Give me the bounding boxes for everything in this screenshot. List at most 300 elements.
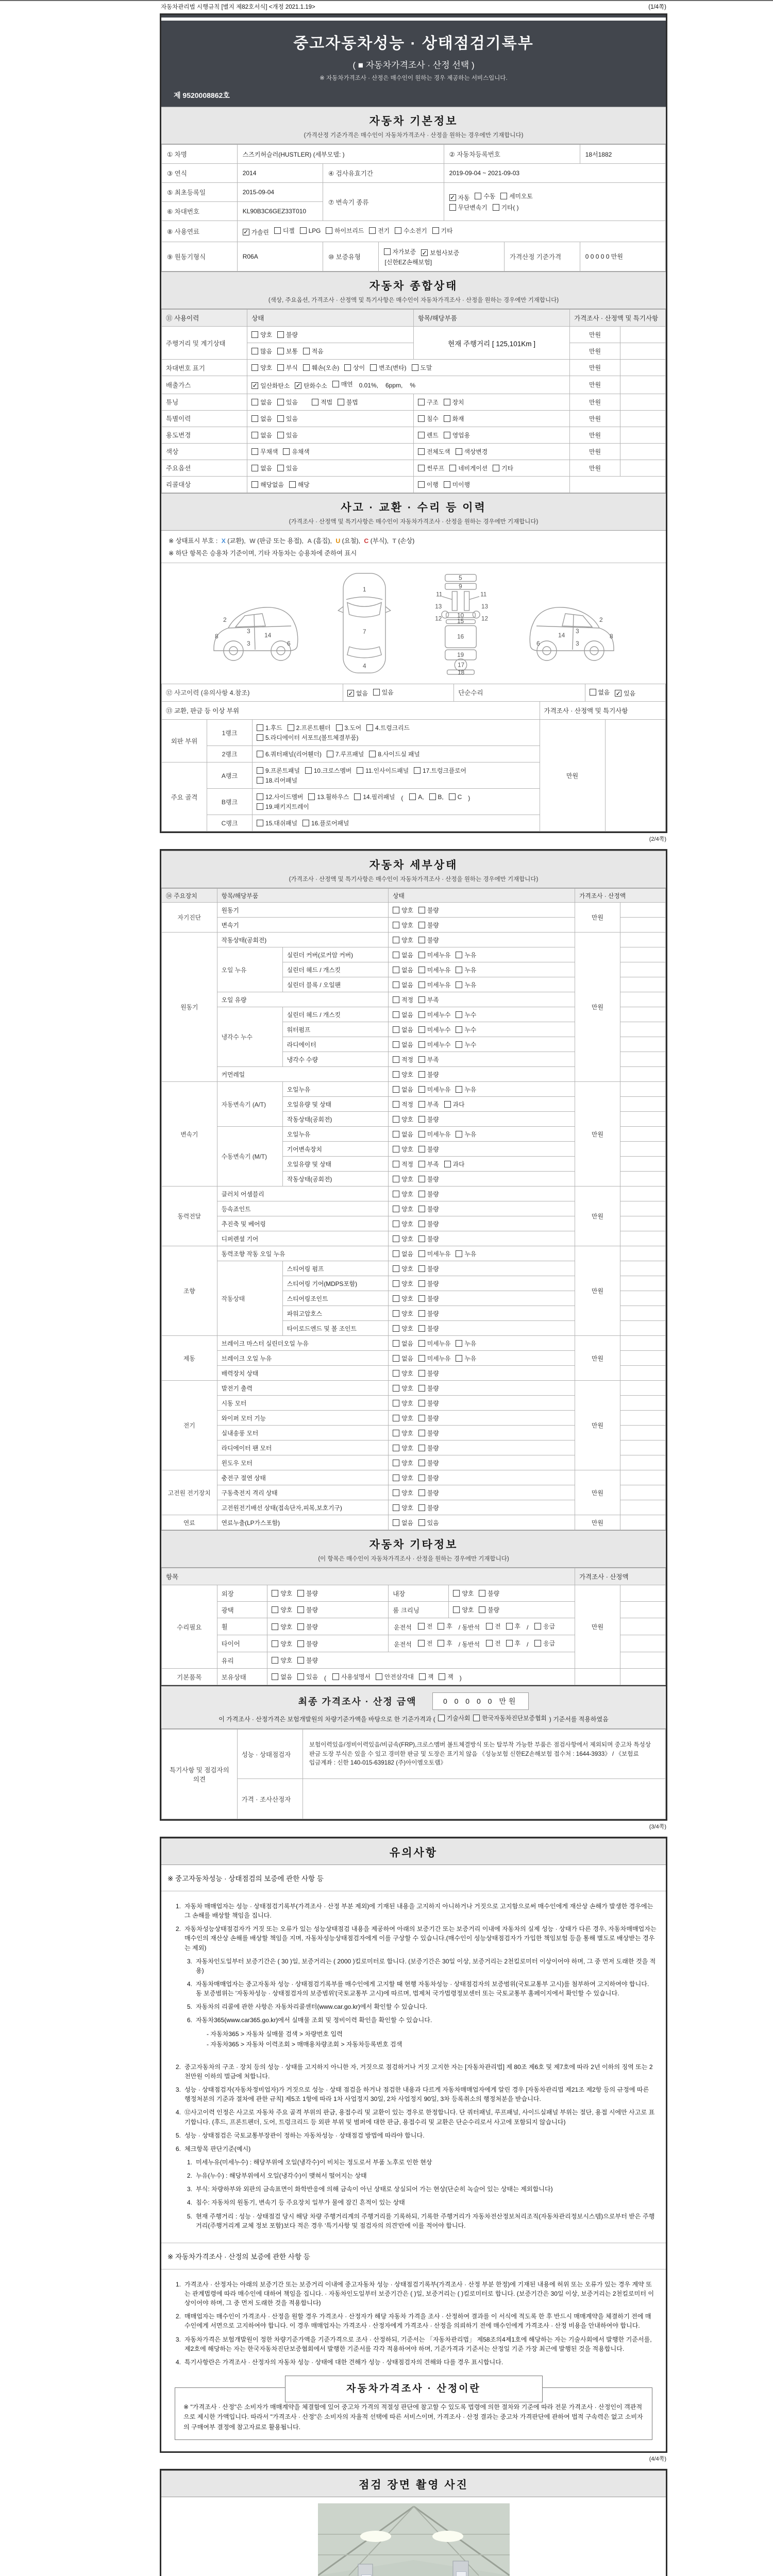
checkbox-unchecked[interactable] <box>418 1324 439 1333</box>
checkbox-label: 없음 <box>401 1340 413 1347</box>
fuel-options[interactable] <box>237 221 665 242</box>
checkbox-unchecked[interactable] <box>418 1459 439 1467</box>
checkbox-unchecked[interactable] <box>257 792 303 801</box>
checkbox-unchecked[interactable] <box>456 447 488 456</box>
checkbox-unchecked[interactable] <box>257 819 297 827</box>
panel-number: 19 <box>457 651 464 658</box>
checkbox-unchecked[interactable] <box>418 1219 439 1228</box>
checkbox-unchecked[interactable] <box>384 247 416 256</box>
checkbox-unchecked[interactable] <box>393 1219 413 1228</box>
checkbox-unchecked[interactable] <box>418 1294 439 1303</box>
checkbox-unchecked[interactable] <box>418 951 451 959</box>
checkbox-label: 불량 <box>427 1429 439 1437</box>
checkbox-unchecked[interactable] <box>534 1639 555 1648</box>
checkbox-cell[interactable] <box>389 933 575 947</box>
checkbox-cell[interactable] <box>389 1515 575 1530</box>
checkbox-unchecked[interactable] <box>257 776 297 785</box>
checkbox-unchecked[interactable] <box>449 203 488 212</box>
checkbox-unchecked[interactable] <box>393 1279 413 1288</box>
checkbox-unchecked[interactable] <box>475 192 495 200</box>
checkbox-unchecked[interactable] <box>393 1503 413 1512</box>
checkbox-unchecked[interactable] <box>393 1070 413 1079</box>
checkbox-cell[interactable] <box>389 1411 575 1426</box>
checkbox-unchecked[interactable] <box>534 1622 555 1631</box>
checkbox-unchecked[interactable] <box>418 431 439 439</box>
transmission-options[interactable] <box>444 183 665 221</box>
checkbox-cell[interactable] <box>389 1500 575 1515</box>
checkbox-cell[interactable] <box>389 1216 575 1231</box>
checkbox-unchecked[interactable] <box>393 1190 413 1198</box>
checkbox-unchecked[interactable] <box>272 1639 292 1648</box>
checkbox-cell[interactable] <box>389 1157 575 1172</box>
checkbox-unchecked[interactable] <box>393 1309 413 1318</box>
checkbox-unchecked[interactable] <box>393 965 413 974</box>
checkbox-unchecked[interactable] <box>344 363 365 372</box>
checkbox-cell[interactable] <box>413 460 569 476</box>
checkbox-unchecked[interactable] <box>479 1605 499 1614</box>
checkbox-unchecked[interactable] <box>393 951 413 959</box>
checkbox-unchecked[interactable] <box>418 398 439 406</box>
checkbox-unchecked[interactable] <box>373 688 394 697</box>
checkbox-cell[interactable] <box>413 410 569 427</box>
checkbox-cell[interactable] <box>389 1201 575 1216</box>
checkbox-unchecked[interactable] <box>288 723 331 732</box>
checkbox-unchecked[interactable] <box>456 1339 476 1348</box>
checkbox-cell[interactable] <box>389 1097 575 1112</box>
checkbox-unchecked[interactable] <box>418 464 444 472</box>
checkbox-unchecked[interactable] <box>444 398 464 406</box>
checkbox-unchecked[interactable] <box>418 1429 439 1437</box>
checkbox-unchecked[interactable] <box>418 1354 451 1363</box>
checkbox-unchecked[interactable] <box>456 1085 476 1094</box>
checkbox-unchecked[interactable] <box>456 980 476 989</box>
checkbox-unchecked[interactable] <box>297 1639 318 1648</box>
checkbox-unchecked[interactable] <box>456 1025 476 1034</box>
checkbox-unchecked[interactable] <box>272 1622 292 1631</box>
checkbox-unchecked[interactable] <box>414 766 466 775</box>
checkbox-unchecked[interactable] <box>369 750 420 758</box>
checkbox-unchecked[interactable] <box>493 203 519 212</box>
checkbox-unchecked[interactable] <box>486 1639 500 1648</box>
checkbox-unchecked[interactable] <box>418 1444 439 1452</box>
checkbox-unchecked[interactable] <box>418 414 439 423</box>
checkbox-unchecked[interactable] <box>251 447 278 456</box>
checkbox-unchecked[interactable] <box>418 1205 439 1213</box>
checkbox-unchecked[interactable] <box>418 1085 451 1094</box>
checkbox-cell[interactable] <box>389 1455 575 1470</box>
text-cell <box>620 1052 665 1067</box>
checkbox-cell[interactable] <box>253 815 540 832</box>
checkbox-unchecked[interactable] <box>393 1488 413 1497</box>
checkbox-unchecked[interactable] <box>312 398 332 406</box>
checkbox-unchecked[interactable] <box>418 1190 439 1198</box>
checkbox-cell[interactable] <box>247 460 414 476</box>
checkbox-unchecked[interactable] <box>456 1130 476 1139</box>
checkbox-unchecked[interactable] <box>418 1249 451 1258</box>
checkbox-unchecked[interactable] <box>366 723 410 732</box>
checkbox-unchecked[interactable] <box>297 1622 318 1631</box>
checkbox-cell[interactable] <box>247 410 414 427</box>
accident-history-options[interactable] <box>343 684 454 702</box>
checkbox-unchecked[interactable] <box>418 1384 439 1393</box>
checkbox-unchecked[interactable] <box>393 1115 413 1124</box>
checkbox-unchecked[interactable] <box>590 688 610 697</box>
checkbox-unchecked[interactable] <box>418 936 439 944</box>
checkbox-unchecked[interactable] <box>453 1605 474 1614</box>
checkbox-unchecked[interactable] <box>418 1369 439 1378</box>
checkbox-unchecked[interactable] <box>257 750 322 758</box>
checkbox-cell[interactable] <box>267 1602 389 1618</box>
checkbox-unchecked[interactable] <box>277 414 298 423</box>
checkbox-unchecked[interactable] <box>493 464 513 472</box>
checkbox-cell[interactable] <box>389 1618 575 1635</box>
checkbox-cell[interactable] <box>267 1635 389 1652</box>
checkbox-unchecked[interactable] <box>456 1010 476 1019</box>
checkbox-unchecked[interactable] <box>257 723 282 732</box>
checkbox-checked[interactable] <box>615 689 635 698</box>
checkbox-cell[interactable] <box>413 394 569 410</box>
checkbox-unchecked[interactable] <box>506 1639 520 1648</box>
checkbox-unchecked[interactable] <box>444 414 464 423</box>
checkbox-cell[interactable] <box>253 762 540 789</box>
checkbox-unchecked[interactable] <box>456 1040 476 1049</box>
checkbox-unchecked[interactable] <box>418 1414 439 1422</box>
checkbox-unchecked[interactable] <box>393 1040 413 1049</box>
checkbox-unchecked[interactable] <box>393 995 413 1004</box>
checkbox-unchecked[interactable] <box>395 226 427 235</box>
checkbox-cell[interactable] <box>389 1142 575 1157</box>
checkbox-unchecked[interactable] <box>370 363 406 372</box>
checkbox-unchecked[interactable] <box>418 1100 439 1109</box>
checkbox-unchecked[interactable] <box>393 1429 413 1437</box>
checkbox-unchecked[interactable] <box>418 1160 439 1168</box>
checkbox-cell[interactable] <box>389 977 575 992</box>
checkbox-cell[interactable] <box>389 1022 575 1037</box>
checkbox-unchecked[interactable] <box>418 965 451 974</box>
checkbox-unchecked[interactable] <box>418 1399 439 1408</box>
checkbox-unchecked[interactable] <box>393 1339 413 1348</box>
checkbox-unchecked[interactable] <box>297 1672 318 1681</box>
checkbox-unchecked[interactable] <box>429 793 444 801</box>
checkbox-unchecked[interactable] <box>439 1672 453 1681</box>
checkbox-unchecked[interactable] <box>449 793 462 801</box>
checkbox-unchecked[interactable] <box>418 1055 439 1064</box>
checkbox-cell[interactable] <box>449 1602 575 1618</box>
checkbox-unchecked[interactable] <box>456 951 476 959</box>
checkbox-unchecked[interactable] <box>393 1010 413 1019</box>
checkbox-unchecked[interactable] <box>438 1639 452 1648</box>
checkbox-unchecked[interactable] <box>473 1714 546 1722</box>
checkbox-cell[interactable] <box>247 476 414 493</box>
checkbox-unchecked[interactable] <box>393 1294 413 1303</box>
checkbox-unchecked[interactable] <box>444 1100 465 1109</box>
checkbox-cell[interactable] <box>389 1007 575 1022</box>
checkbox-unchecked[interactable] <box>418 1473 439 1482</box>
checkbox-cell[interactable] <box>389 947 575 962</box>
checkbox-unchecked[interactable] <box>251 363 272 372</box>
checkbox-unchecked[interactable] <box>418 906 439 914</box>
checkbox-unchecked[interactable] <box>332 380 353 388</box>
checkbox-icon <box>418 1101 425 1108</box>
checkbox-icon <box>453 1590 460 1597</box>
checkbox-cell[interactable] <box>253 720 540 746</box>
checkbox-unchecked[interactable] <box>393 1205 413 1213</box>
checkbox-unchecked[interactable] <box>393 1100 413 1109</box>
checkbox-unchecked[interactable] <box>393 1459 413 1467</box>
checkbox-cell[interactable] <box>389 1187 575 1201</box>
checkbox-unchecked[interactable] <box>456 965 476 974</box>
checkbox-cell[interactable] <box>389 1381 575 1396</box>
checkbox-unchecked[interactable] <box>393 1264 413 1273</box>
checkbox-cell[interactable] <box>247 327 414 343</box>
checkbox-cell[interactable] <box>389 1276 575 1291</box>
checkbox-unchecked[interactable] <box>277 330 298 339</box>
checkbox-unchecked[interactable] <box>418 1130 451 1139</box>
checkbox-unchecked[interactable] <box>418 447 450 456</box>
checkbox-cell[interactable] <box>449 1585 575 1602</box>
checkbox-unchecked[interactable] <box>251 431 272 439</box>
checkbox-cell[interactable] <box>253 789 540 815</box>
checkbox-unchecked[interactable] <box>500 192 533 200</box>
checkbox-unchecked[interactable] <box>393 1055 413 1064</box>
checkbox-cell[interactable] <box>389 992 575 1007</box>
checkbox-cell[interactable] <box>389 1321 575 1336</box>
checkbox-cell[interactable] <box>389 1291 575 1306</box>
checkbox-unchecked[interactable] <box>418 1622 432 1631</box>
checkbox-cell[interactable] <box>389 1336 575 1351</box>
inline-text: ( <box>324 1674 326 1682</box>
checkbox-unchecked[interactable] <box>251 330 272 339</box>
checkbox-cell[interactable] <box>389 1261 575 1276</box>
checkbox-cell[interactable] <box>247 394 414 410</box>
checkbox-unchecked[interactable] <box>418 1070 439 1079</box>
checkbox-unchecked[interactable] <box>393 1249 413 1258</box>
checkbox-unchecked[interactable] <box>418 1339 451 1348</box>
checkbox-unchecked[interactable] <box>393 1175 413 1183</box>
checkbox-unchecked[interactable] <box>418 1639 432 1648</box>
checkbox-unchecked[interactable] <box>393 1369 413 1378</box>
checkbox-unchecked[interactable] <box>444 431 470 439</box>
checkbox-unchecked[interactable] <box>453 1589 474 1598</box>
checkbox-unchecked[interactable] <box>393 1234 413 1243</box>
checkbox-unchecked[interactable] <box>326 226 364 235</box>
checkbox-unchecked[interactable] <box>418 1175 439 1183</box>
checkbox-unchecked[interactable] <box>393 921 413 929</box>
checkbox-label: 불량 <box>427 1235 439 1243</box>
checkbox-cell[interactable] <box>267 1652 575 1669</box>
checkbox-cell[interactable] <box>389 1306 575 1321</box>
checkbox-cell[interactable] <box>389 1246 575 1261</box>
checkbox-unchecked[interactable] <box>303 819 349 827</box>
checkbox-unchecked[interactable] <box>393 1130 413 1139</box>
checkbox-cell[interactable] <box>389 1635 575 1652</box>
checkbox-unchecked[interactable] <box>277 431 298 439</box>
checkbox-cell[interactable] <box>389 1366 575 1381</box>
checkbox-unchecked[interactable] <box>257 766 300 775</box>
checkbox-unchecked[interactable] <box>444 480 470 489</box>
checkbox-unchecked[interactable] <box>297 1589 318 1598</box>
checkbox-unchecked[interactable] <box>418 1040 451 1049</box>
checkbox-unchecked[interactable] <box>393 1384 413 1393</box>
checkbox-unchecked[interactable] <box>449 464 488 472</box>
checkbox-unchecked[interactable] <box>393 906 413 914</box>
checkbox-cell[interactable] <box>247 443 414 460</box>
checkbox-unchecked[interactable] <box>376 1672 414 1681</box>
checkbox-checked[interactable] <box>347 689 368 698</box>
checkbox-label: 불량 <box>427 1369 439 1377</box>
checkbox-icon <box>277 348 284 354</box>
checkbox-unchecked[interactable] <box>274 226 295 235</box>
checkbox-cell[interactable] <box>413 443 569 460</box>
checkbox-unchecked[interactable] <box>409 793 424 801</box>
checkbox-cell[interactable] <box>389 1037 575 1052</box>
checkbox-unchecked[interactable] <box>418 1010 451 1019</box>
text-cell: 실린더 블록 / 오일팬 <box>282 977 388 992</box>
checkbox-unchecked[interactable] <box>418 1264 439 1273</box>
checkbox-unchecked[interactable] <box>300 227 321 234</box>
checkbox-unchecked[interactable] <box>257 802 309 811</box>
checkbox-unchecked[interactable] <box>251 414 272 423</box>
checkbox-cell[interactable] <box>389 1440 575 1455</box>
checkbox-unchecked[interactable] <box>305 766 351 775</box>
checkbox-unchecked[interactable] <box>418 1503 439 1512</box>
checkbox-cell[interactable] <box>247 360 570 376</box>
checkbox-cell[interactable] <box>389 1112 575 1127</box>
checkbox-cell[interactable] <box>389 1067 575 1082</box>
checkbox-cell[interactable] <box>389 1082 575 1097</box>
checkbox-unchecked[interactable] <box>277 464 298 472</box>
checkbox-checked[interactable] <box>243 228 269 236</box>
checkbox-cell[interactable] <box>253 746 540 762</box>
checkbox-unchecked[interactable] <box>418 480 439 489</box>
checkbox-cell[interactable] <box>389 1127 575 1142</box>
checkbox-cell[interactable] <box>413 476 569 493</box>
checkbox-cell[interactable] <box>389 918 575 933</box>
checkbox-unchecked[interactable] <box>438 1622 452 1631</box>
checkbox-unchecked[interactable] <box>393 1145 413 1154</box>
checkbox-cell[interactable] <box>389 1052 575 1067</box>
checkbox-cell[interactable] <box>389 962 575 977</box>
checkbox-unchecked[interactable] <box>393 1518 413 1527</box>
checkbox-unchecked[interactable] <box>357 766 409 775</box>
checkbox-unchecked[interactable] <box>303 347 324 355</box>
checkbox-unchecked[interactable] <box>419 1672 433 1681</box>
checkbox-unchecked[interactable] <box>303 363 339 372</box>
checkbox-cell[interactable] <box>389 1231 575 1246</box>
checkbox-unchecked[interactable] <box>257 733 359 742</box>
warranty-type-options[interactable] <box>378 242 504 272</box>
checkbox-unchecked[interactable] <box>418 1518 439 1527</box>
checkbox-unchecked[interactable] <box>412 363 432 372</box>
simple-repair-options[interactable] <box>585 684 666 702</box>
checkbox-unchecked[interactable] <box>393 936 413 944</box>
checkbox-cell[interactable] <box>247 427 414 443</box>
checkbox-cell[interactable] <box>247 343 414 360</box>
checkbox-unchecked[interactable] <box>289 480 310 489</box>
checkbox-checked[interactable] <box>449 193 470 202</box>
checkbox-cell[interactable] <box>389 1351 575 1366</box>
checkbox-unchecked[interactable] <box>277 363 298 372</box>
checkbox-unchecked[interactable] <box>393 1324 413 1333</box>
checkbox-cell[interactable] <box>413 427 569 443</box>
checkbox-unchecked[interactable] <box>272 1656 292 1665</box>
checkbox-unchecked[interactable] <box>393 1444 413 1452</box>
checkbox-unchecked[interactable] <box>393 1399 413 1408</box>
checkbox-unchecked[interactable] <box>308 792 349 801</box>
checkbox-cell[interactable] <box>389 1485 575 1500</box>
checkbox-cell[interactable] <box>247 376 570 394</box>
checkbox-unchecked[interactable] <box>277 398 298 406</box>
checkbox-unchecked[interactable] <box>418 1309 439 1318</box>
checkbox-unchecked[interactable] <box>456 1354 476 1363</box>
checkbox-unchecked[interactable] <box>486 1622 500 1631</box>
final-price-note[interactable] <box>165 1714 662 1723</box>
checkbox-unchecked[interactable] <box>506 1622 520 1631</box>
checkbox-unchecked[interactable] <box>418 995 439 1004</box>
checkbox-unchecked[interactable] <box>418 921 439 929</box>
checkbox-unchecked[interactable] <box>418 1279 439 1288</box>
checkbox-unchecked[interactable] <box>479 1589 499 1598</box>
checkbox-unchecked[interactable] <box>336 723 362 732</box>
checkbox-cell[interactable] <box>267 1669 575 1685</box>
checkbox-unchecked[interactable] <box>456 1249 476 1258</box>
checkbox-unchecked[interactable] <box>277 347 298 355</box>
checkbox-unchecked[interactable] <box>272 1589 292 1598</box>
checkbox-unchecked[interactable] <box>393 1025 413 1034</box>
checkbox-checked[interactable] <box>421 248 459 257</box>
checkbox-unchecked[interactable] <box>297 1656 318 1665</box>
checkbox-unchecked[interactable] <box>369 226 390 235</box>
checkbox-unchecked[interactable] <box>444 1160 465 1168</box>
checkbox-unchecked[interactable] <box>272 1672 292 1681</box>
checkbox-unchecked[interactable] <box>418 980 451 989</box>
checkbox-checked[interactable] <box>295 381 327 390</box>
checkbox-unchecked[interactable] <box>272 1605 292 1614</box>
checkbox-unchecked[interactable] <box>393 1473 413 1482</box>
checkbox-unchecked[interactable] <box>251 347 272 355</box>
checkbox-unchecked[interactable] <box>332 1672 371 1681</box>
checkbox-unchecked[interactable] <box>354 792 395 801</box>
checkbox-unchecked[interactable] <box>393 1354 413 1363</box>
checkbox-unchecked[interactable] <box>393 1414 413 1422</box>
checkbox-cell[interactable] <box>389 1426 575 1440</box>
checkbox-checked[interactable] <box>251 381 290 390</box>
checkbox-cell[interactable] <box>267 1585 389 1602</box>
checkbox-unchecked[interactable] <box>438 1714 470 1722</box>
checkbox-cell[interactable] <box>389 1396 575 1411</box>
checkbox-cell[interactable] <box>389 1172 575 1187</box>
checkbox-unchecked[interactable] <box>327 750 364 758</box>
checkbox-unchecked[interactable] <box>432 226 453 235</box>
checkbox-cell[interactable] <box>389 1470 575 1485</box>
checkbox-unchecked[interactable] <box>251 398 272 406</box>
checkbox-unchecked[interactable] <box>418 1115 439 1124</box>
checkbox-unchecked[interactable] <box>283 447 309 456</box>
checkbox-unchecked[interactable] <box>297 1605 318 1614</box>
checkbox-cell[interactable] <box>389 903 575 918</box>
checkbox-unchecked[interactable] <box>251 464 272 472</box>
checkbox-unchecked[interactable] <box>418 1145 439 1154</box>
checkbox-unchecked[interactable] <box>418 1234 439 1243</box>
checkbox-unchecked[interactable] <box>418 1025 451 1034</box>
checkbox-unchecked[interactable] <box>393 1085 413 1094</box>
checkbox-unchecked[interactable] <box>338 398 358 406</box>
checkbox-cell[interactable] <box>267 1618 389 1635</box>
checkbox-unchecked[interactable] <box>251 480 284 489</box>
checkbox-unchecked[interactable] <box>393 1160 413 1168</box>
checkbox-unchecked[interactable] <box>418 1488 439 1497</box>
checkbox-unchecked[interactable] <box>393 980 413 989</box>
